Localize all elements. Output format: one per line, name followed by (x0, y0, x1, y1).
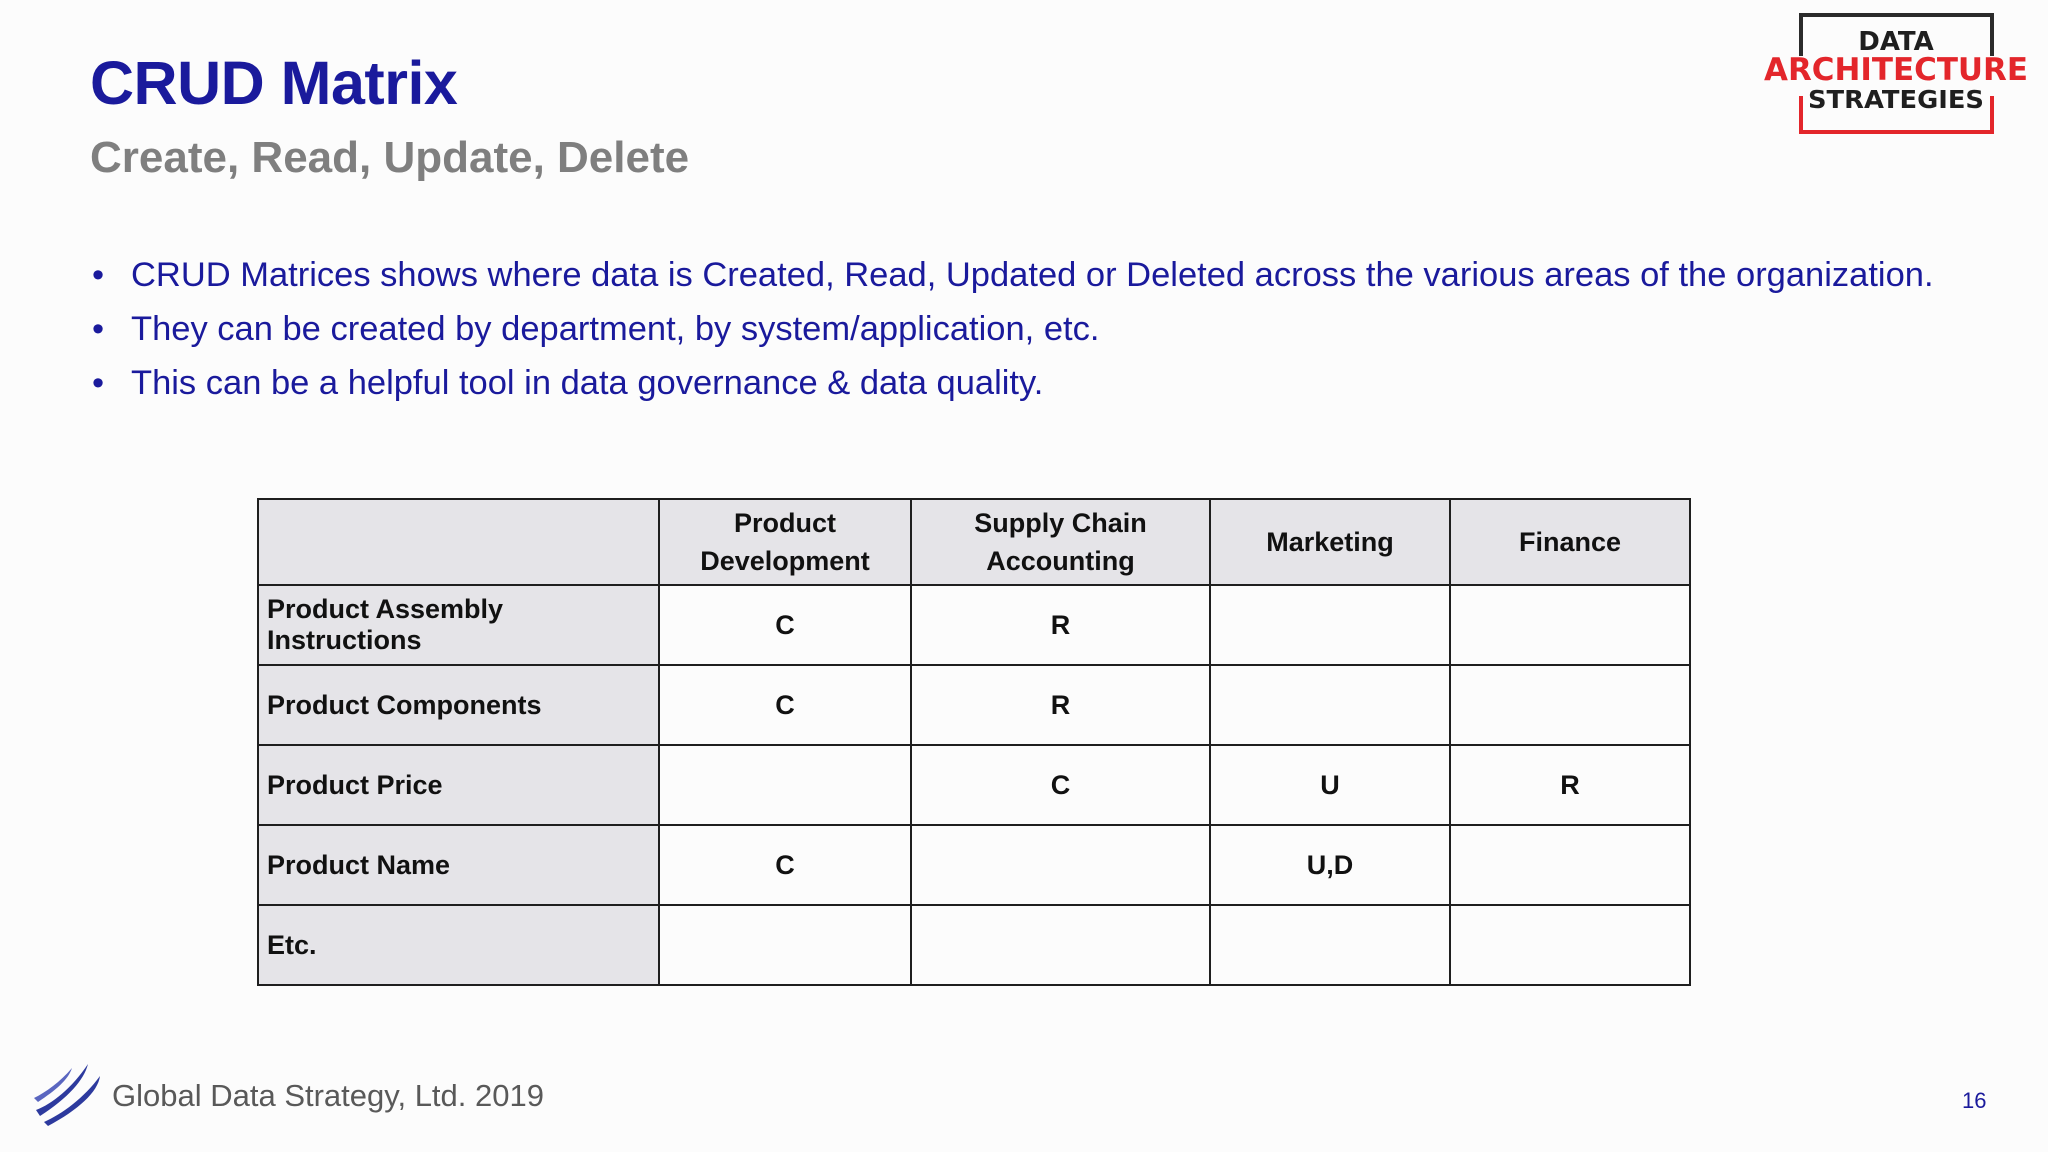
table-row (258, 905, 1690, 985)
table-cell: R (911, 585, 1210, 665)
logo-line-3: STRATEGIES (1808, 85, 1984, 114)
row-header: Product Name (258, 825, 659, 905)
table-cell (1210, 585, 1450, 665)
table-cell (659, 745, 911, 825)
page-number: 16 (1962, 1088, 1987, 1113)
bullet-item (90, 302, 1934, 356)
table-cell: C (911, 745, 1210, 825)
crud-matrix-table (257, 498, 1691, 986)
table-cell: U,D (1210, 825, 1450, 905)
row-header: Product Price (258, 745, 659, 825)
table-cell (1210, 905, 1450, 985)
column-header-finance (1450, 499, 1690, 585)
column-header-line: Finance (1518, 527, 1622, 557)
column-header-marketing (1210, 499, 1450, 585)
table-cell: R (911, 665, 1210, 745)
slide-title: CRUD Matrix (90, 49, 458, 117)
column-header-line: Accounting (986, 546, 1135, 576)
footer-company-text: Global Data Strategy, Ltd. 2019 (112, 1078, 544, 1113)
row-header: Product Assembly Instructions (258, 585, 659, 665)
table-row (258, 745, 1690, 825)
table-cell (1210, 665, 1450, 745)
bullet-text: This can be a helpful tool in data governance & data quality. (131, 364, 1044, 402)
table-cell: C (659, 585, 911, 665)
logo-line-2: ARCHITECTURE (1764, 52, 2028, 88)
table-row (258, 825, 1690, 905)
table-cell: R (1450, 745, 1690, 825)
bullet-glyph: • (92, 310, 105, 348)
corner-header-cell (258, 499, 659, 585)
column-header-line: Marketing (1266, 527, 1394, 557)
table-cell: C (659, 665, 911, 745)
table-row (258, 585, 1690, 665)
bullet-glyph: • (92, 256, 105, 294)
table-cell: C (659, 825, 911, 905)
global-data-strategy-logo-icon (32, 1058, 104, 1126)
data-architecture-strategies-logo (1760, 12, 2034, 136)
column-header-line: Product (733, 508, 836, 538)
table-cell: U (1210, 745, 1450, 825)
table-cell (1450, 905, 1690, 985)
bullet-item (90, 356, 1934, 410)
bullet-list (90, 248, 1934, 410)
table-cell (1450, 585, 1690, 665)
table-cell (911, 825, 1210, 905)
bullet-text: CRUD Matrices shows where data is Created, Read, Updated or Deleted across the various areas of the organization. (131, 256, 1934, 294)
column-header-line: Development (700, 546, 870, 576)
column-header-supply-chain-accounting (911, 499, 1210, 585)
table-header-row (258, 499, 1690, 585)
table-row (258, 665, 1690, 745)
bullet-glyph: • (92, 364, 105, 402)
row-header: Etc. (258, 905, 659, 985)
column-header-line: Supply Chain (974, 508, 1147, 538)
bullet-text: They can be created by department, by system/application, etc. (131, 310, 1100, 348)
slide-subtitle: Create, Read, Update, Delete (90, 133, 690, 182)
column-header-product-development (659, 499, 911, 585)
table-cell (659, 905, 911, 985)
row-header: Product Components (258, 665, 659, 745)
logo-line-1: DATA (1858, 27, 1934, 57)
bullet-item (90, 248, 1934, 302)
table-cell (1450, 665, 1690, 745)
table-cell (1450, 825, 1690, 905)
table-cell (911, 905, 1210, 985)
